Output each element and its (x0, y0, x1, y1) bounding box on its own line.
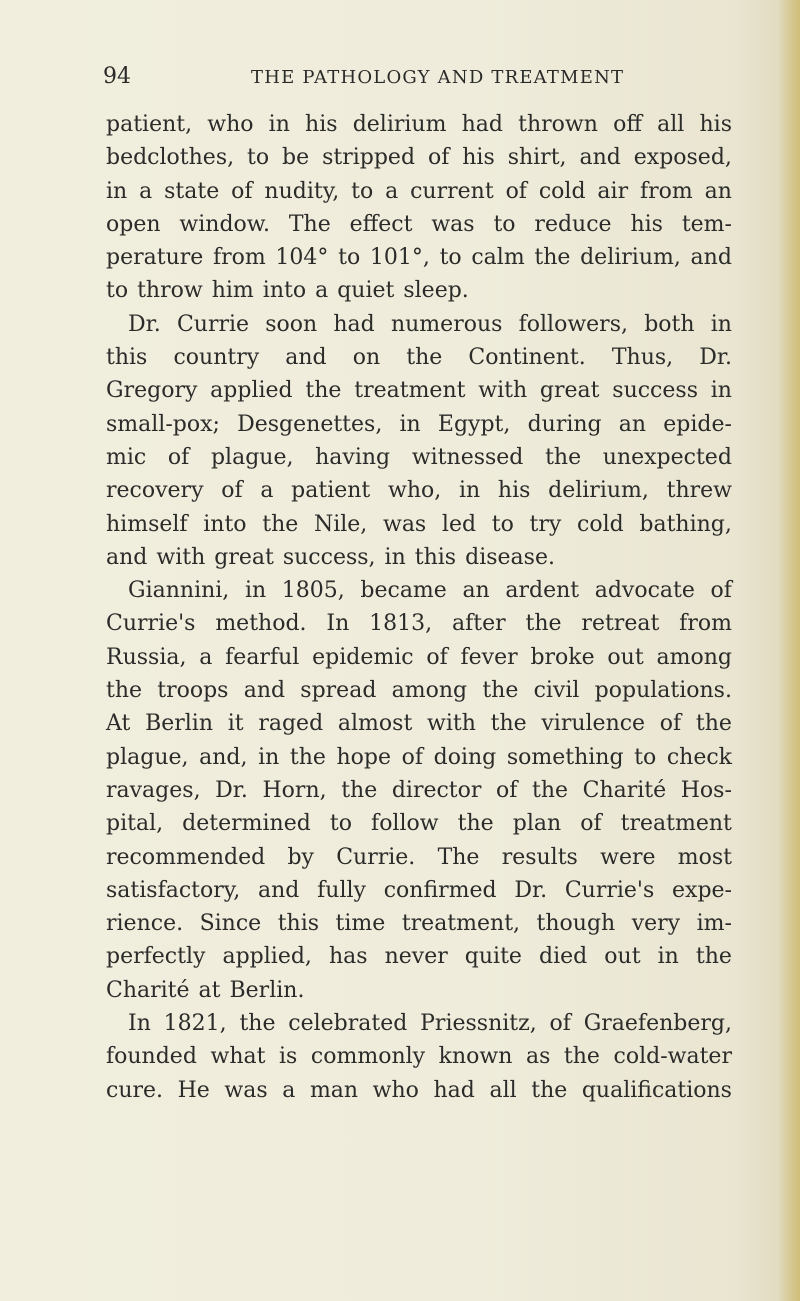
running-head (103, 64, 723, 94)
text-line: Currie's method. In 1813, after the retreat from (106, 611, 732, 637)
text-line: the troops and spread among the civil populations. (106, 678, 732, 704)
text-line: this country and on the Continent. Thus, Dr. (106, 345, 732, 371)
text-line: and with great success, in this disease. (106, 544, 555, 570)
running-head-title: THE PATHOLOGY AND TREATMENT (251, 67, 625, 88)
text-line: recommended by Currie. The results were most (106, 844, 732, 870)
text-line: cure. He was a man who had all the qualifications (106, 1077, 732, 1103)
text-line: plague, and, in the hope of doing something to check (106, 744, 732, 770)
text-line: open window. The effect was to reduce his tem- (106, 211, 732, 237)
text-line: to throw him into a quiet sleep. (106, 278, 469, 304)
text-line: ravages, Dr. Horn, the director of the Charité Hos- (106, 777, 732, 803)
text-line: Dr. Currie soon had numerous followers, both in (128, 311, 732, 337)
text-line: small-pox; Desgenettes, in Egypt, during an epide- (106, 411, 732, 437)
page-number: 94 (103, 64, 131, 89)
text-line: pital, determined to follow the plan of treatment (106, 811, 732, 837)
text-line: recovery of a patient who, in his delirium, threw (106, 478, 732, 504)
page-edge-shadow (778, 0, 800, 1301)
text-line: Gregory applied the treatment with great success in (106, 378, 732, 404)
text-line: Giannini, in 1805, became an ardent advocate of (128, 578, 732, 604)
text-line: satisfactory, and fully confirmed Dr. Currie's expe- (106, 877, 732, 903)
text-line: bedclothes, to be stripped of his shirt, and exposed, (106, 145, 732, 171)
text-line: Russia, a fearful epidemic of fever broke out among (106, 644, 732, 670)
text-line: founded what is commonly known as the cold-water (106, 1044, 732, 1070)
body-text (106, 108, 732, 1107)
text-line: in a state of nudity, to a current of cold air from an (106, 178, 732, 204)
text-line: perature from 104° to 101°, to calm the delirium, and (106, 245, 732, 271)
text-line: himself into the Nile, was led to try cold bathing, (106, 511, 732, 537)
text-line: In 1821, the celebrated Priessnitz, of Graefenberg, (128, 1011, 732, 1037)
text-line: patient, who in his delirium had thrown off all his (106, 112, 732, 137)
text-line: At Berlin it raged almost with the virulence of the (106, 711, 732, 737)
text-line: perfectly applied, has never quite died out in the (106, 944, 732, 970)
text-line: mic of plague, having witnessed the unexpected (106, 444, 732, 470)
text-line: Charité at Berlin. (106, 977, 305, 1003)
text-line: rience. Since this time treatment, though very im- (106, 911, 732, 937)
